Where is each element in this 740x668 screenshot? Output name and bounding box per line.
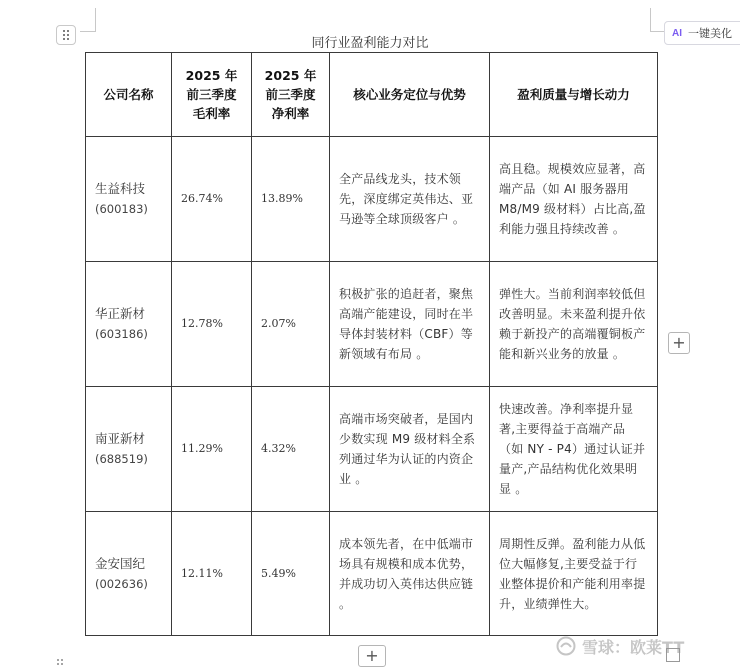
header-net-margin[interactable]: 2025 年前三季度净利率	[252, 53, 330, 137]
table-caption: 同行业盈利能力对比	[311, 36, 429, 51]
cell-profit-quality[interactable]: 弹性大。当前利润率较低但改善明显。未来盈利提升依赖于新投产的高端覆铜板产能和新兴业务的放量 。	[490, 262, 658, 387]
header-gross-margin[interactable]: 2025 年前三季度毛利率	[172, 53, 252, 137]
cell-profit-quality[interactable]: 高且稳。规模效应显著，高端产品（如 AI 服务器用 M8/M9 级材料）占比高,盈利能力强且持续改善 。	[490, 137, 658, 262]
cell-core-business[interactable]: 积极扩张的追赶者，聚焦高端产能建设，同时在半导体封装材料（CBF）等新领域有布局 。	[330, 262, 490, 387]
grip-dots-icon	[56, 658, 66, 666]
table-row	[86, 512, 658, 636]
cell-net-margin[interactable]: 13.89%	[252, 137, 330, 262]
header-profit-quality[interactable]: 盈利质量与增长动力	[490, 53, 658, 137]
watermark-separator: ：	[614, 637, 631, 657]
ai-icon: AI	[672, 27, 682, 39]
watermark	[556, 634, 740, 658]
cell-company[interactable]	[86, 387, 172, 512]
page-margin-mark	[95, 8, 96, 32]
cell-net-margin[interactable]: 5.49%	[252, 512, 330, 636]
stock-code: (600183)	[95, 202, 148, 216]
drag-handle-icon	[61, 29, 71, 41]
cell-gross-margin[interactable]: 11.29%	[172, 387, 252, 512]
header-core-business[interactable]: 核心业务定位与优势	[330, 53, 490, 137]
table-row	[86, 387, 658, 512]
stock-code: (002636)	[95, 576, 148, 591]
cell-gross-margin[interactable]: 12.78%	[172, 262, 252, 387]
add-column-button[interactable]: +	[668, 332, 690, 354]
watermark-site: 雪球	[582, 637, 615, 657]
cell-net-margin[interactable]: 4.32%	[252, 387, 330, 512]
page-margin-mark	[80, 31, 96, 32]
cell-profit-quality[interactable]: 周期性反弹。盈利能力从低位大幅修复,主要受益于行业整体提价和产能利用率提升，业绩弹性大。	[490, 512, 658, 636]
stock-code: (603186)	[95, 327, 148, 341]
header-company[interactable]: 公司名称	[86, 53, 172, 137]
page-margin-mark	[650, 8, 651, 32]
cell-gross-margin[interactable]: 26.74%	[172, 137, 252, 262]
table-row	[86, 137, 658, 262]
company-name: 华正新材	[95, 306, 146, 321]
cell-company[interactable]	[86, 512, 172, 636]
company-name: 南亚新材	[95, 431, 146, 446]
ai-beautify-button[interactable]	[664, 21, 740, 45]
ai-beautify-label: 一键美化	[688, 27, 732, 40]
cell-company[interactable]	[86, 137, 172, 262]
stock-code: (688519)	[95, 452, 148, 466]
cell-core-business[interactable]: 高端市场突破者，是国内少数实现 M9 级材料全系列通过华为认证的内资企业 。	[330, 387, 490, 512]
cell-company[interactable]	[86, 262, 172, 387]
cell-gross-margin[interactable]: 12.11%	[172, 512, 252, 636]
cell-core-business[interactable]: 全产品线龙头，技术领先，深度绑定英伟达、亚马逊等全球顶级客户 。	[330, 137, 490, 262]
table-drag-handle-button[interactable]	[56, 25, 76, 45]
comparison-table	[85, 52, 658, 636]
snowball-logo-icon	[556, 636, 576, 656]
add-row-button[interactable]: +	[358, 645, 386, 667]
cell-net-margin[interactable]: 2.07%	[252, 262, 330, 387]
cell-profit-quality[interactable]: 快速改善。净利率提升显著,主要得益于高端产品（如 NY - P4）通过认证并量产,产品结构优化效果明显 。	[490, 387, 658, 512]
page-margin-mark	[650, 31, 664, 32]
company-name: 生益科技	[95, 181, 146, 196]
company-name: 金安国纪	[95, 555, 146, 571]
watermark-author: 欧莱TT	[630, 637, 685, 657]
cell-core-business[interactable]: 成本领先者，在中低端市场具有规模和成本优势，并成功切入英伟达供应链 。	[330, 512, 490, 636]
table-row	[86, 262, 658, 387]
table-header-row	[86, 53, 658, 137]
